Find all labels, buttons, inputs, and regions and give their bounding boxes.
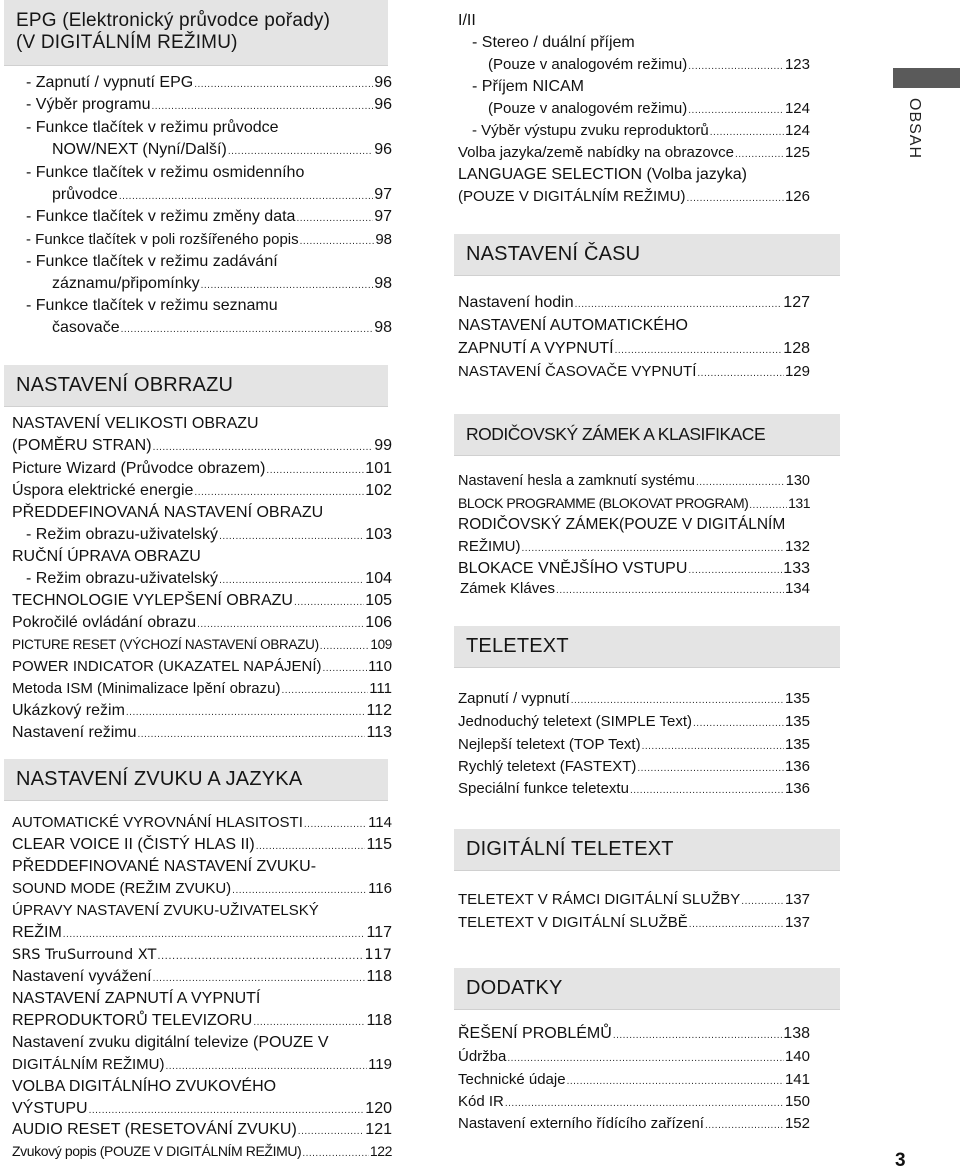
section-header-epg — [4, 0, 388, 66]
toc-entry[interactable]: (Pouze v analogovém režimu) ..... 123 — [488, 54, 810, 76]
section-title-sound: NASTAVENÍ ZVUKU A JAZYKA — [16, 768, 303, 790]
toc-entry[interactable]: ZAPNUTÍ A VYPNUTÍ ..... 128 — [458, 338, 810, 360]
toc-entry[interactable]: Nastavení vyvážení ..... 118 — [12, 966, 392, 988]
toc-entry: - Funkce tlačítek v režimu seznamu — [26, 297, 278, 314]
section-header-digital-teletext — [454, 829, 840, 871]
toc-entry: - Funkce tlačítek v režimu zadávání — [26, 253, 278, 270]
section-header-picture — [4, 365, 388, 407]
toc-entry[interactable]: Zámek Kláves ..... 134 — [460, 578, 810, 600]
toc-entry[interactable]: REŽIM ..... 117 — [12, 922, 392, 944]
toc-entry[interactable]: BLOCK PROGRAMME (BLOKOVAT PROGRAM) ..... 131 — [458, 492, 810, 514]
toc-entry[interactable]: Metoda ISM (Minimalizace lpění obrazu) ..... 111 — [12, 678, 392, 700]
toc-entry[interactable]: SRS TruSurround XT ..... 117 — [12, 944, 392, 966]
toc-entry[interactable]: PICTURE RESET (VÝCHOZÍ NASTAVENÍ OBRAZU) ..... 109 — [12, 634, 392, 656]
toc-entry[interactable]: TECHNOLOGIE VYLEPŠENÍ OBRAZU ..... 105 — [12, 590, 392, 612]
toc-entry[interactable]: - Funkce tlačítek v režimu změny data ..... 97 — [26, 206, 392, 228]
toc-entry[interactable]: Nastavení hodin ..... 127 — [458, 292, 810, 314]
toc-entry[interactable]: POWER INDICATOR (UKAZATEL NAPÁJENÍ) ..... 110 — [12, 656, 392, 678]
toc-entry[interactable]: - Funkce tlačítek v poli rozšířeného popis ..... 98 — [26, 229, 392, 251]
toc-entry[interactable]: CLEAR VOICE II (ČISTÝ HLAS II) ..... 115 — [12, 834, 392, 856]
toc-entry[interactable]: Volba jazyka/země nabídky na obrazovce ..... 125 — [458, 142, 810, 164]
toc-entry[interactable]: (POUZE V DIGITÁLNÍM REŽIMU) ..... 126 — [458, 186, 810, 208]
toc-entry[interactable]: (POMĚRU STRAN) ..... 99 — [12, 435, 392, 457]
toc-entry[interactable]: ŘEŠENÍ PROBLÉMŮ ..... 138 — [458, 1023, 810, 1045]
toc-entry: VOLBA DIGITÁLNÍHO ZVUKOVÉHO — [12, 1078, 277, 1095]
toc-entry[interactable]: Pokročilé ovládání obrazu ..... 106 — [12, 612, 392, 634]
toc-entry[interactable]: Rychlý teletext (FASTEXT) ..... 136 — [458, 756, 810, 778]
toc-entry[interactable]: Údržba ..... 140 — [458, 1046, 810, 1068]
toc-entry[interactable]: Ukázkový režim ..... 112 — [12, 700, 392, 722]
toc-entry[interactable]: časovače ..... 98 — [52, 317, 392, 339]
toc-entry[interactable]: DIGITÁLNÍM REŽIMU) ..... 119 — [12, 1054, 392, 1076]
toc-entry: PŘEDDEFINOVANÁ NASTAVENÍ OBRAZU — [12, 504, 324, 521]
section-title-picture: NASTAVENÍ OBRRAZU — [16, 374, 234, 396]
toc-entry[interactable]: záznamu/připomínky ..... 98 — [52, 273, 392, 295]
toc-entry[interactable]: - Režim obrazu-uživatelský ..... 104 — [26, 568, 392, 590]
toc-entry[interactable]: Jednoduchý teletext (SIMPLE Text) ..... 135 — [458, 711, 810, 733]
toc-entry[interactable]: REPRODUKTORŮ TELEVIZORU ..... 118 — [12, 1010, 392, 1032]
side-tab-marker — [893, 68, 960, 88]
side-tab-label: OBSAH — [906, 98, 923, 160]
toc-entry: NASTAVENÍ VELIKOSTI OBRAZU — [12, 415, 259, 432]
toc-entry[interactable]: průvodce ..... 97 — [52, 184, 392, 206]
toc-entry[interactable]: NOW/NEXT (Nyní/Další) ..... 96 — [52, 139, 392, 161]
toc-entry[interactable]: - Režim obrazu-uživatelský ..... 103 — [26, 524, 392, 546]
toc-entry: NASTAVENÍ AUTOMATICKÉHO — [458, 317, 688, 334]
toc-entry[interactable]: Nastavení externího řídícího zařízení ..... 152 — [458, 1113, 810, 1135]
toc-entry: - Příjem NICAM — [472, 78, 584, 95]
section-title-parental: RODIČOVSKÝ ZÁMEK A KLASIFIKACE — [466, 424, 766, 444]
section-title-teletext: TELETEXT — [466, 635, 569, 657]
toc-entry: LANGUAGE SELECTION (Volba jazyka) — [458, 166, 747, 183]
toc-entry[interactable]: (Pouze v analogovém režimu) ..... 124 — [488, 98, 810, 120]
toc-entry[interactable]: - Výběr výstupu zvuku reproduktorů ..... 124 — [472, 120, 810, 142]
toc-entry[interactable]: REŽIMU) ..... 132 — [458, 536, 810, 558]
toc-entry[interactable]: BLOKACE VNĚJŠÍHO VSTUPU ..... 133 — [458, 558, 810, 580]
toc-entry[interactable]: Speciální funkce teletextu ..... 136 — [458, 778, 810, 800]
section-header-sound — [4, 759, 388, 801]
toc-entry[interactable]: AUDIO RESET (RESETOVÁNÍ ZVUKU) ..... 121 — [12, 1119, 392, 1141]
toc-entry[interactable]: TELETEXT V DIGITÁLNÍ SLUŽBĚ ..... 137 — [458, 912, 810, 934]
toc-entry[interactable]: Technické údaje ..... 141 — [458, 1069, 810, 1091]
toc-entry[interactable]: Zapnutí / vypnutí ..... 135 — [458, 688, 810, 710]
toc-entry[interactable]: Kód IR ..... 150 — [458, 1091, 810, 1113]
section-title-time: NASTAVENÍ ČASU — [466, 243, 641, 265]
toc-entry: Nastavení zvuku digitální televize (POUZE V — [12, 1034, 329, 1051]
toc-entry[interactable]: SOUND MODE (REŽIM ZVUKU) ..... 116 — [12, 878, 392, 900]
toc-entry[interactable]: AUTOMATICKÉ VYROVNÁNÍ HLASITOSTI ..... 114 — [12, 812, 392, 834]
toc-entry[interactable]: Zvukový popis (POUZE V DIGITÁLNÍM REŽIMU) ..... 122 — [12, 1140, 392, 1162]
toc-entry[interactable]: TELETEXT V RÁMCI DIGITÁLNÍ SLUŽBY ..... 137 — [458, 889, 810, 911]
toc-entry[interactable]: Nejlepší teletext (TOP Text) ..... 135 — [458, 734, 810, 756]
toc-entry[interactable]: Úspora elektrické energie ..... 102 — [12, 480, 392, 502]
toc-entry: - Funkce tlačítek v režimu průvodce — [26, 119, 279, 136]
toc-entry: RODIČOVSKÝ ZÁMEK(POUZE V DIGITÁLNÍM — [458, 516, 786, 533]
page-number: 3 — [895, 1150, 906, 1171]
toc-entry[interactable]: VÝSTUPU ..... 120 — [12, 1098, 392, 1120]
section-header-teletext — [454, 626, 840, 668]
toc-entry[interactable]: - Výběr programu ..... 96 — [26, 94, 392, 116]
toc-entry[interactable]: Picture Wizard (Průvodce obrazem) ..... 101 — [12, 458, 392, 480]
toc-entry: ÚPRAVY NASTAVENÍ ZVUKU-UŽIVATELSKÝ — [12, 902, 319, 919]
toc-entry[interactable]: Nastavení hesla a zamknutí systému ..... 130 — [458, 470, 810, 492]
section-header-appendix — [454, 968, 840, 1010]
toc-entry: I/II — [458, 12, 476, 29]
toc-entry: RUČNÍ ÚPRAVA OBRAZU — [12, 548, 201, 565]
toc-entry: - Stereo / duální příjem — [472, 34, 635, 51]
toc-entry[interactable]: - Zapnutí / vypnutí EPG ..... 96 — [26, 72, 392, 94]
toc-entry[interactable]: NASTAVENÍ ČASOVAČE VYPNUTÍ ..... 129 — [458, 361, 810, 383]
section-header-parental — [454, 414, 840, 456]
toc-entry: NASTAVENÍ ZAPNUTÍ A VYPNUTÍ — [12, 990, 261, 1007]
toc-entry[interactable]: Nastavení režimu ..... 113 — [12, 722, 392, 744]
section-title-epg: EPG (Elektronický průvodce pořady) (V DIGITÁLNÍM REŽIMU) — [16, 10, 331, 53]
section-title-appendix: DODATKY — [466, 977, 563, 999]
section-title-digital-teletext: DIGITÁLNÍ TELETEXT — [466, 838, 674, 860]
toc-entry: PŘEDDEFINOVANÉ NASTAVENÍ ZVUKU- — [12, 858, 317, 875]
toc-entry: - Funkce tlačítek v režimu osmidenního — [26, 164, 305, 181]
section-header-time — [454, 234, 840, 276]
